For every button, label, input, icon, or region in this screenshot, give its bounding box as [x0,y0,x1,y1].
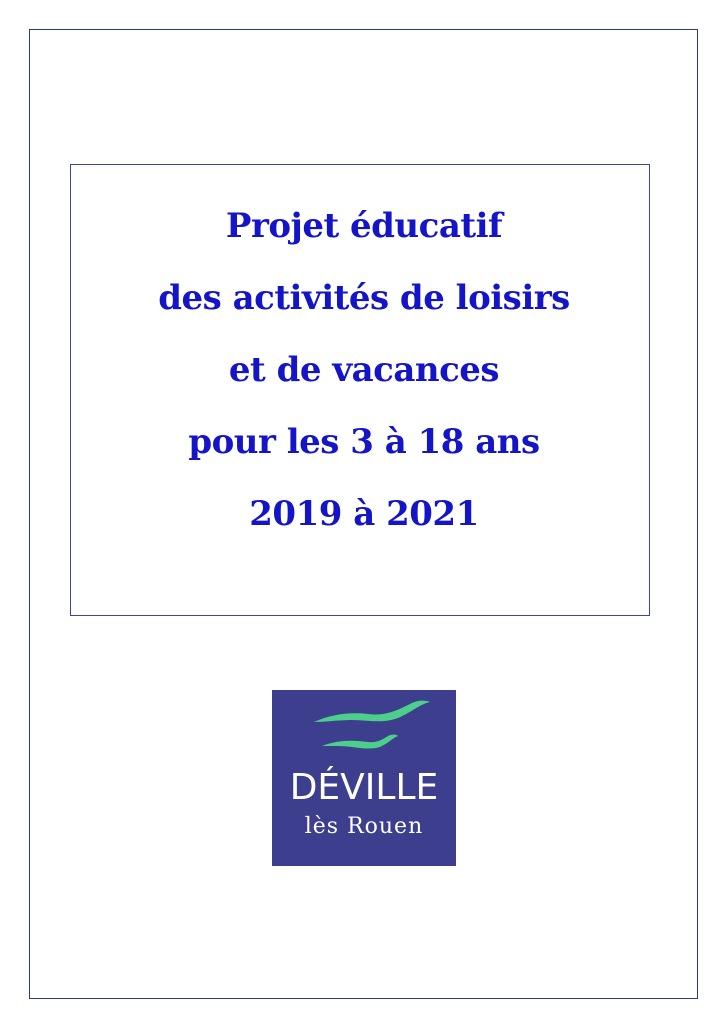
waves-icon [272,690,456,770]
city-logo [272,690,456,866]
title-line-2: des activités de loisirs [158,278,570,318]
document-title [0,198,728,558]
logo-city-subtitle: lès Rouen [304,814,424,839]
title-line-1: Projet éducatif [225,206,503,246]
logo-city-name: DÉVILLE [289,767,439,808]
title-line-3: et de vacances [228,350,500,390]
title-line-5: 2019 à 2021 [249,494,479,534]
title-line-4: pour les 3 à 18 ans [188,422,540,462]
